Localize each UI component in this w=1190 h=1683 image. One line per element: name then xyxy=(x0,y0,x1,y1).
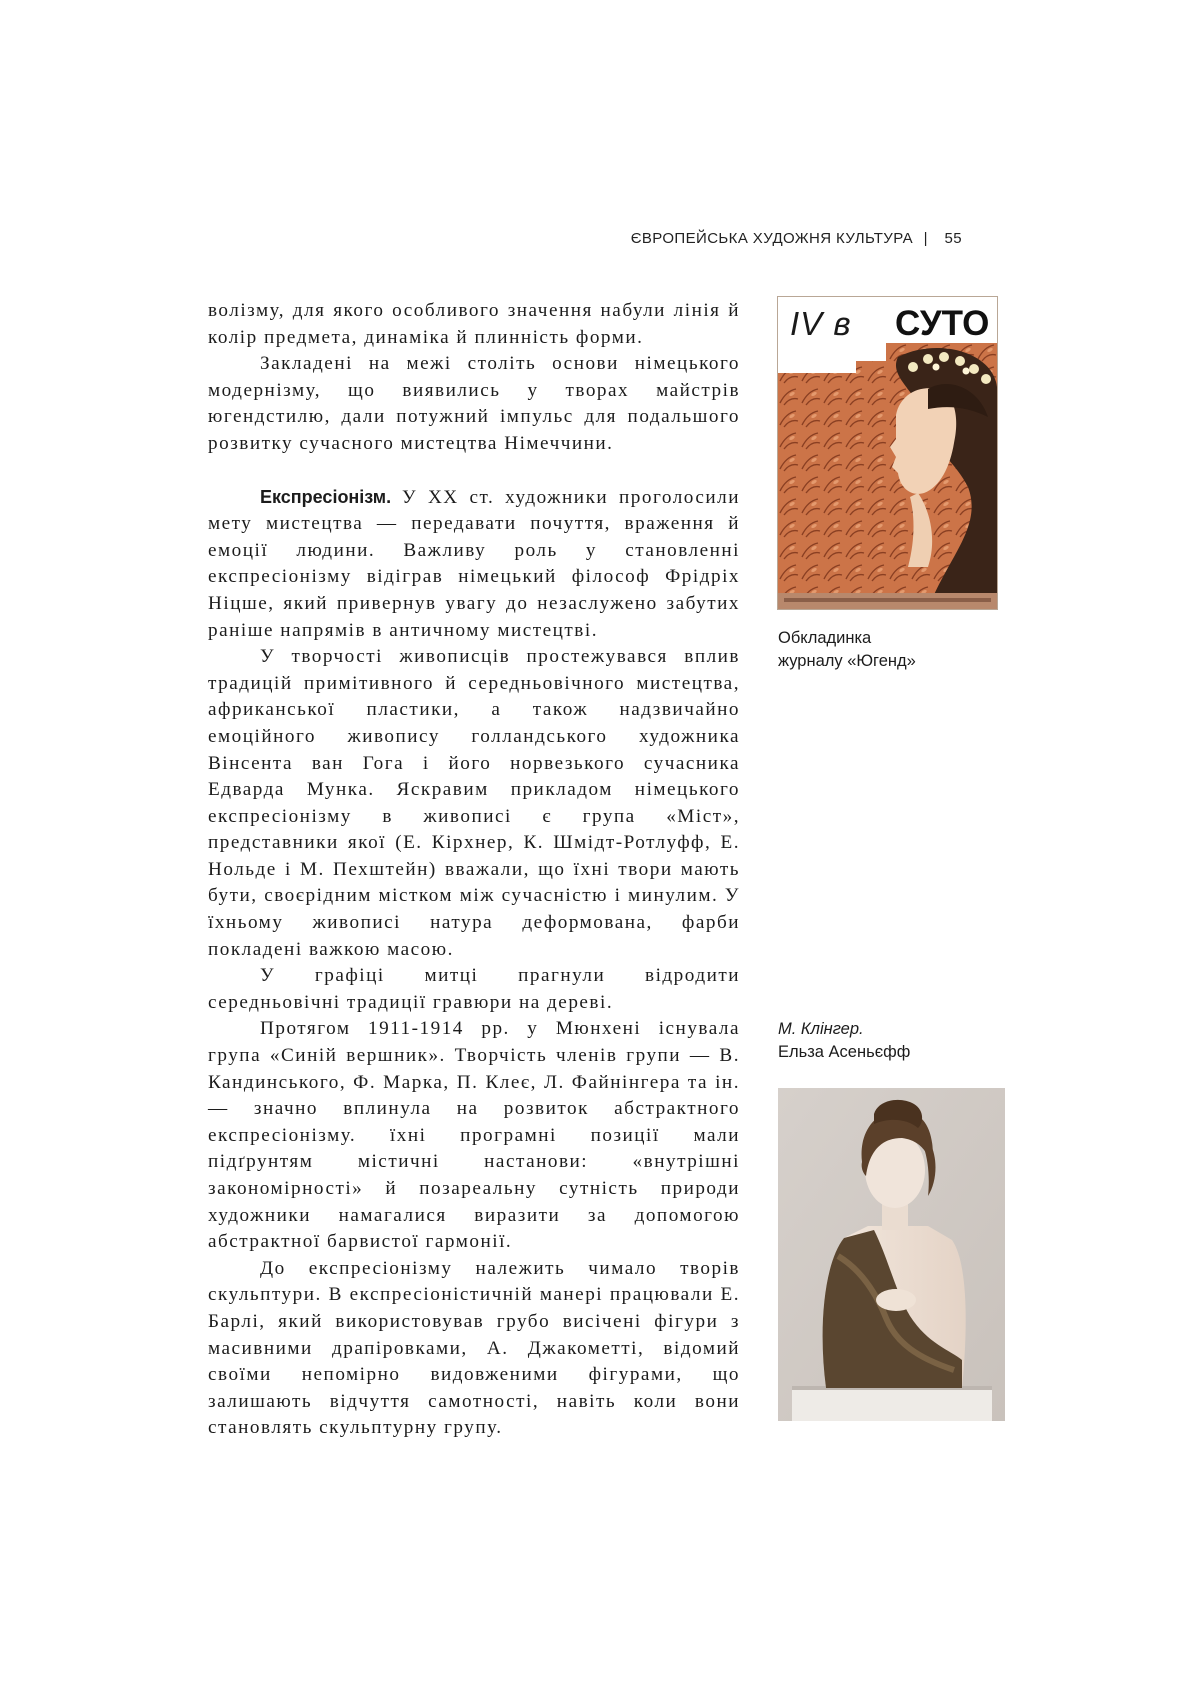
page-number: 55 xyxy=(944,230,962,247)
klinger-sculpture-image xyxy=(778,1088,1005,1421)
running-header xyxy=(631,230,962,247)
cover-caption xyxy=(778,627,916,673)
paragraph-1: волізму, для якого особливого значення набули лінія й колір предмета, динаміка й плинність форми. xyxy=(208,300,740,348)
sculpture-illustration xyxy=(778,1088,1005,1421)
cover-caption-line-2: журналу «Югенд» xyxy=(778,652,916,670)
paragraph-2: Закладені на межі століть основи німецького модернізму, що виявились у творах майстрів югендстилю, дали потужний імпульс для подальшого розвитку сучасного мистецтва Німеччини. xyxy=(208,353,740,454)
paragraph-3-text: У XX ст. художники проголосили мету мистецтва — передавати почуття, враження й емоції людини. Важливу роль у становленні експресіонізму відіграв німецький філософ Фрідріх Ніцше, який привернув увагу до незаслужено забутих раніше напрямів в античному мистецтві. xyxy=(208,486,740,641)
jugend-cover-image xyxy=(778,297,997,609)
cover-masthead-left: IV в xyxy=(790,305,852,342)
paragraph-7: До експресіонізму належить чимало творів скульптури. В експресіоністичній манері працювали Е. Барлі, який використовував грубо висічені фігури з масивними драпіровками, А. Джакометті, відомий своїми непомірно видовженими фігурами, що залишають відчуття самотності, навіть коли вони становлять скульптурну групу. xyxy=(208,1257,740,1439)
cover-masthead-right: СУТО xyxy=(895,304,990,343)
header-separator: | xyxy=(923,230,928,247)
paragraph-5: У графіці митці прагнули відродити середньовічні традиції гравюри на дереві. xyxy=(208,965,740,1013)
paragraph-6: Протягом 1911-1914 рр. у Мюнхені існувала група «Синій вершник». Творчість членів групи — В. Кандинського, Ф. Марка, П. Клеє, Л. Файнінгера та ін.— значно вплинула на розвиток абстрактного експресіонізму. їхні програмні позиції мали підґрунтям містичні настанови: «внутрішні закономірності» й позареальну сутність природи художники намагалися виразити за допомогою абстрактної барвистої гармонії. xyxy=(208,1018,740,1253)
paragraph-4: У творчості живописців простежувався вплив традицій примітивного й середньовічного мистецтва, африканської пластики, а також надзвичайно емоційного живопису голландського художника Вінсента ван Гога і його норвезького сучасника Едварда Мунка. Яскравим прикладом німецького експресіонізму в живописі є група «Міст», представники якої (Е. Кірхнер, К. Шмідт-Ротлуфф, Е. Нольде і М. Пехштейн) вважали, що їхні твори мають бути, своєрідним містком між сучасністю і минулим. У їхньому живописі натура деформована, фарби покладені важкою масою. xyxy=(208,646,740,960)
body-text xyxy=(208,298,740,1442)
sculpture-caption-title: Ельза Асеньєфф xyxy=(778,1043,911,1061)
paragraph-expressionism xyxy=(208,484,740,645)
term-expressionism: Експресіонізм. xyxy=(260,486,392,507)
cover-caption-line-1: Обкладинка xyxy=(778,629,872,647)
sculpture-caption-author: М. Клінгер. xyxy=(778,1020,864,1038)
sculpture-caption xyxy=(778,1018,910,1064)
section-title: ЄВРОПЕЙСЬКА ХУДОЖНЯ КУЛЬТУРА xyxy=(630,230,914,247)
